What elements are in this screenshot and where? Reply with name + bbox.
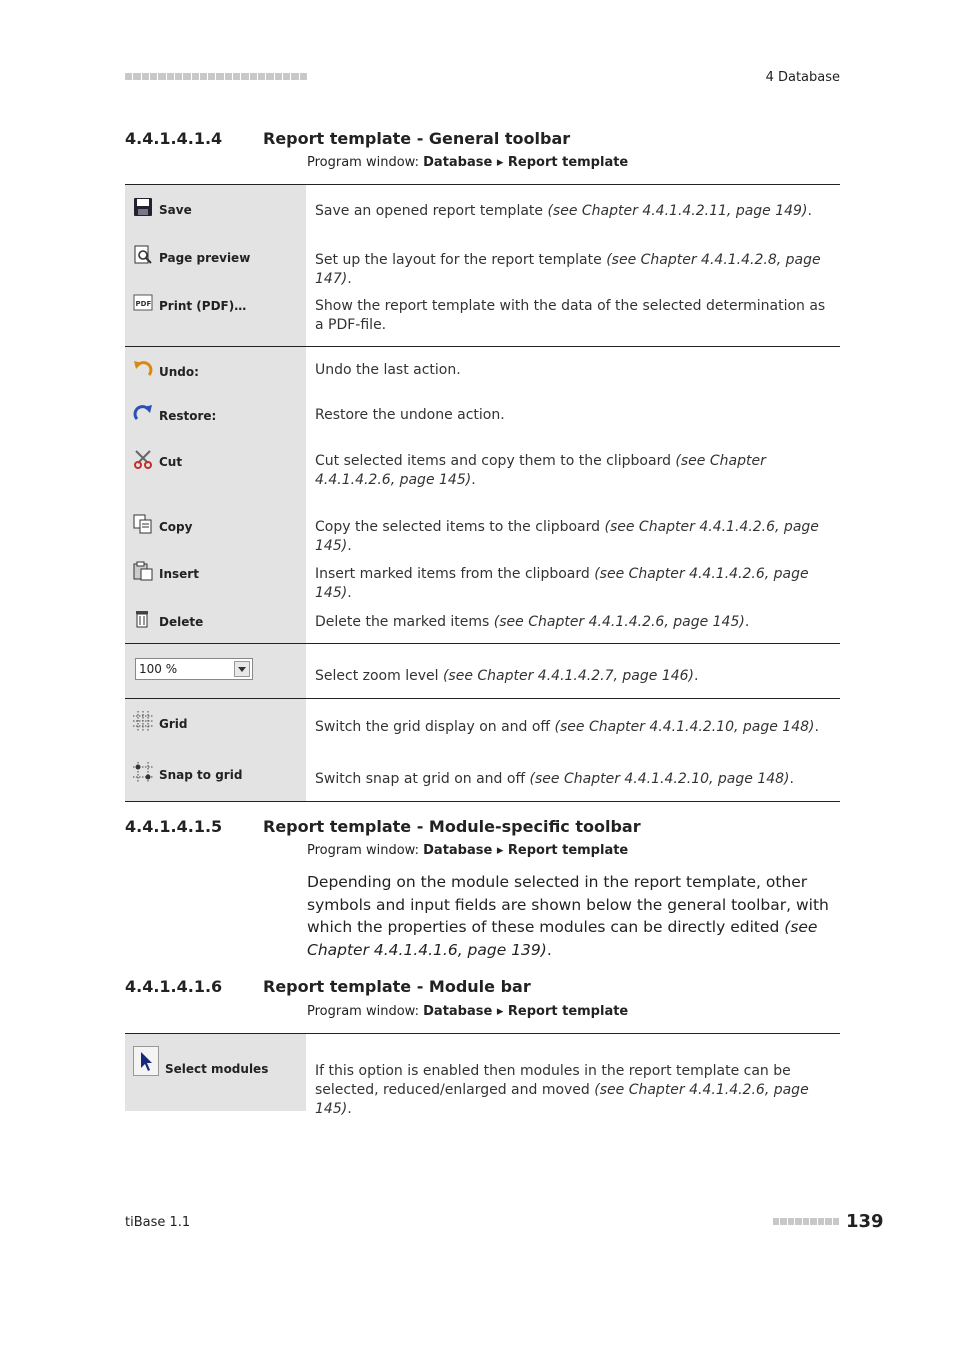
section-title: Report template - General toolbar <box>263 129 571 148</box>
insert-entry: Insert <box>133 561 199 581</box>
print-pdf-entry: PDF Print (PDF)… <box>133 293 246 313</box>
header-section: 4 Database <box>765 70 840 85</box>
section-number: 4.4.1.4.1.5 <box>125 817 223 836</box>
page-preview-description: Set up the layout for the report template (see Chapter 4.4.1.4.2.8, page 147). <box>315 252 821 287</box>
table-group <box>125 643 840 698</box>
redo-icon <box>133 403 153 423</box>
chevron-down-icon[interactable] <box>234 661 250 677</box>
select-modules-description: If this option is enabled then modules in the report template can be selected, reduced/enlarged and moved (see Chapter 4.4.1.4.2.6, page 145). <box>315 1063 809 1117</box>
table-group <box>125 1033 840 1117</box>
table-group <box>125 184 840 346</box>
zoom-description: Select zoom level (see Chapter 4.4.1.4.2.7, page 146). <box>315 668 699 684</box>
restore-entry: Restore: <box>133 403 216 423</box>
cut-description: Cut selected items and copy them to the clipboard (see Chapter 4.4.1.4.2.6, page 145). <box>315 453 766 488</box>
program-window: Program window: Database ▸ Report template <box>307 843 629 858</box>
restore-description: Restore the undone action. <box>315 407 505 423</box>
svg-text:PDF: PDF <box>135 300 152 308</box>
copy-entry: Copy <box>133 514 192 534</box>
grid-icon <box>133 711 153 731</box>
header-decoration <box>125 73 307 80</box>
table-group <box>125 698 840 802</box>
scissors-icon <box>133 449 153 469</box>
cursor-icon <box>133 1046 159 1076</box>
grid-entry: Grid <box>133 711 187 731</box>
footer-product: tiBase 1.1 <box>125 1215 191 1230</box>
delete-description: Delete the marked items (see Chapter 4.4.1.4.2.6, page 145). <box>315 614 750 630</box>
copy-description: Copy the selected items to the clipboard (see Chapter 4.4.1.4.2.6, page 145). <box>315 519 819 554</box>
undo-description: Undo the last action. <box>315 362 461 378</box>
general-toolbar-table <box>125 184 840 802</box>
module-bar-table <box>125 1033 840 1117</box>
section-number: 4.4.1.4.1.4 <box>125 129 223 148</box>
save-entry: Save <box>133 197 192 217</box>
save-description: Save an opened report template (see Chapter 4.4.1.4.2.11, page 149). <box>315 203 812 219</box>
snap-description: Switch snap at grid on and off (see Chapter 4.4.1.4.2.10, page 148). <box>315 771 794 787</box>
pdf-icon <box>133 293 153 313</box>
cut-entry: Cut <box>133 449 182 469</box>
page-preview-icon <box>133 245 153 265</box>
delete-entry: Delete <box>133 609 203 629</box>
undo-icon <box>133 359 153 379</box>
copy-icon <box>133 514 153 534</box>
page-number: 139 <box>846 1211 884 1232</box>
select-modules-entry: Select modules <box>133 1046 268 1076</box>
snap-grid-icon <box>133 762 153 782</box>
zoom-level-select[interactable]: 100 % <box>135 658 253 680</box>
module-specific-paragraph: Depending on the module selected in the report template, other symbols and input fields are shown below the general toolbar, with which the properties of these modules can be directly edited (see Chapter 4.4.1.4.1.6, page 139). <box>307 873 829 959</box>
page-preview-entry: Page preview <box>133 245 250 265</box>
program-window: Program window: Database ▸ Report template <box>307 155 629 170</box>
grid-description: Switch the grid display on and off (see Chapter 4.4.1.4.2.10, page 148). <box>315 719 819 735</box>
paste-icon <box>133 561 153 581</box>
print-pdf-description: Show the report template with the data of the selected determination as a PDF-file. <box>315 298 826 333</box>
program-window: Program window: Database ▸ Report template <box>307 1004 629 1019</box>
undo-entry: Undo: <box>133 359 199 379</box>
save-icon <box>133 197 153 217</box>
section-title: Report template - Module bar <box>263 977 531 996</box>
snap-to-grid-entry: Snap to grid <box>133 762 242 782</box>
insert-description: Insert marked items from the clipboard (see Chapter 4.4.1.4.2.6, page 145). <box>315 566 809 601</box>
footer-decoration <box>773 1218 839 1225</box>
trash-icon <box>133 609 153 629</box>
section-number: 4.4.1.4.1.6 <box>125 977 223 996</box>
section-title: Report template - Module-specific toolbar <box>263 817 641 836</box>
table-group <box>125 346 840 643</box>
